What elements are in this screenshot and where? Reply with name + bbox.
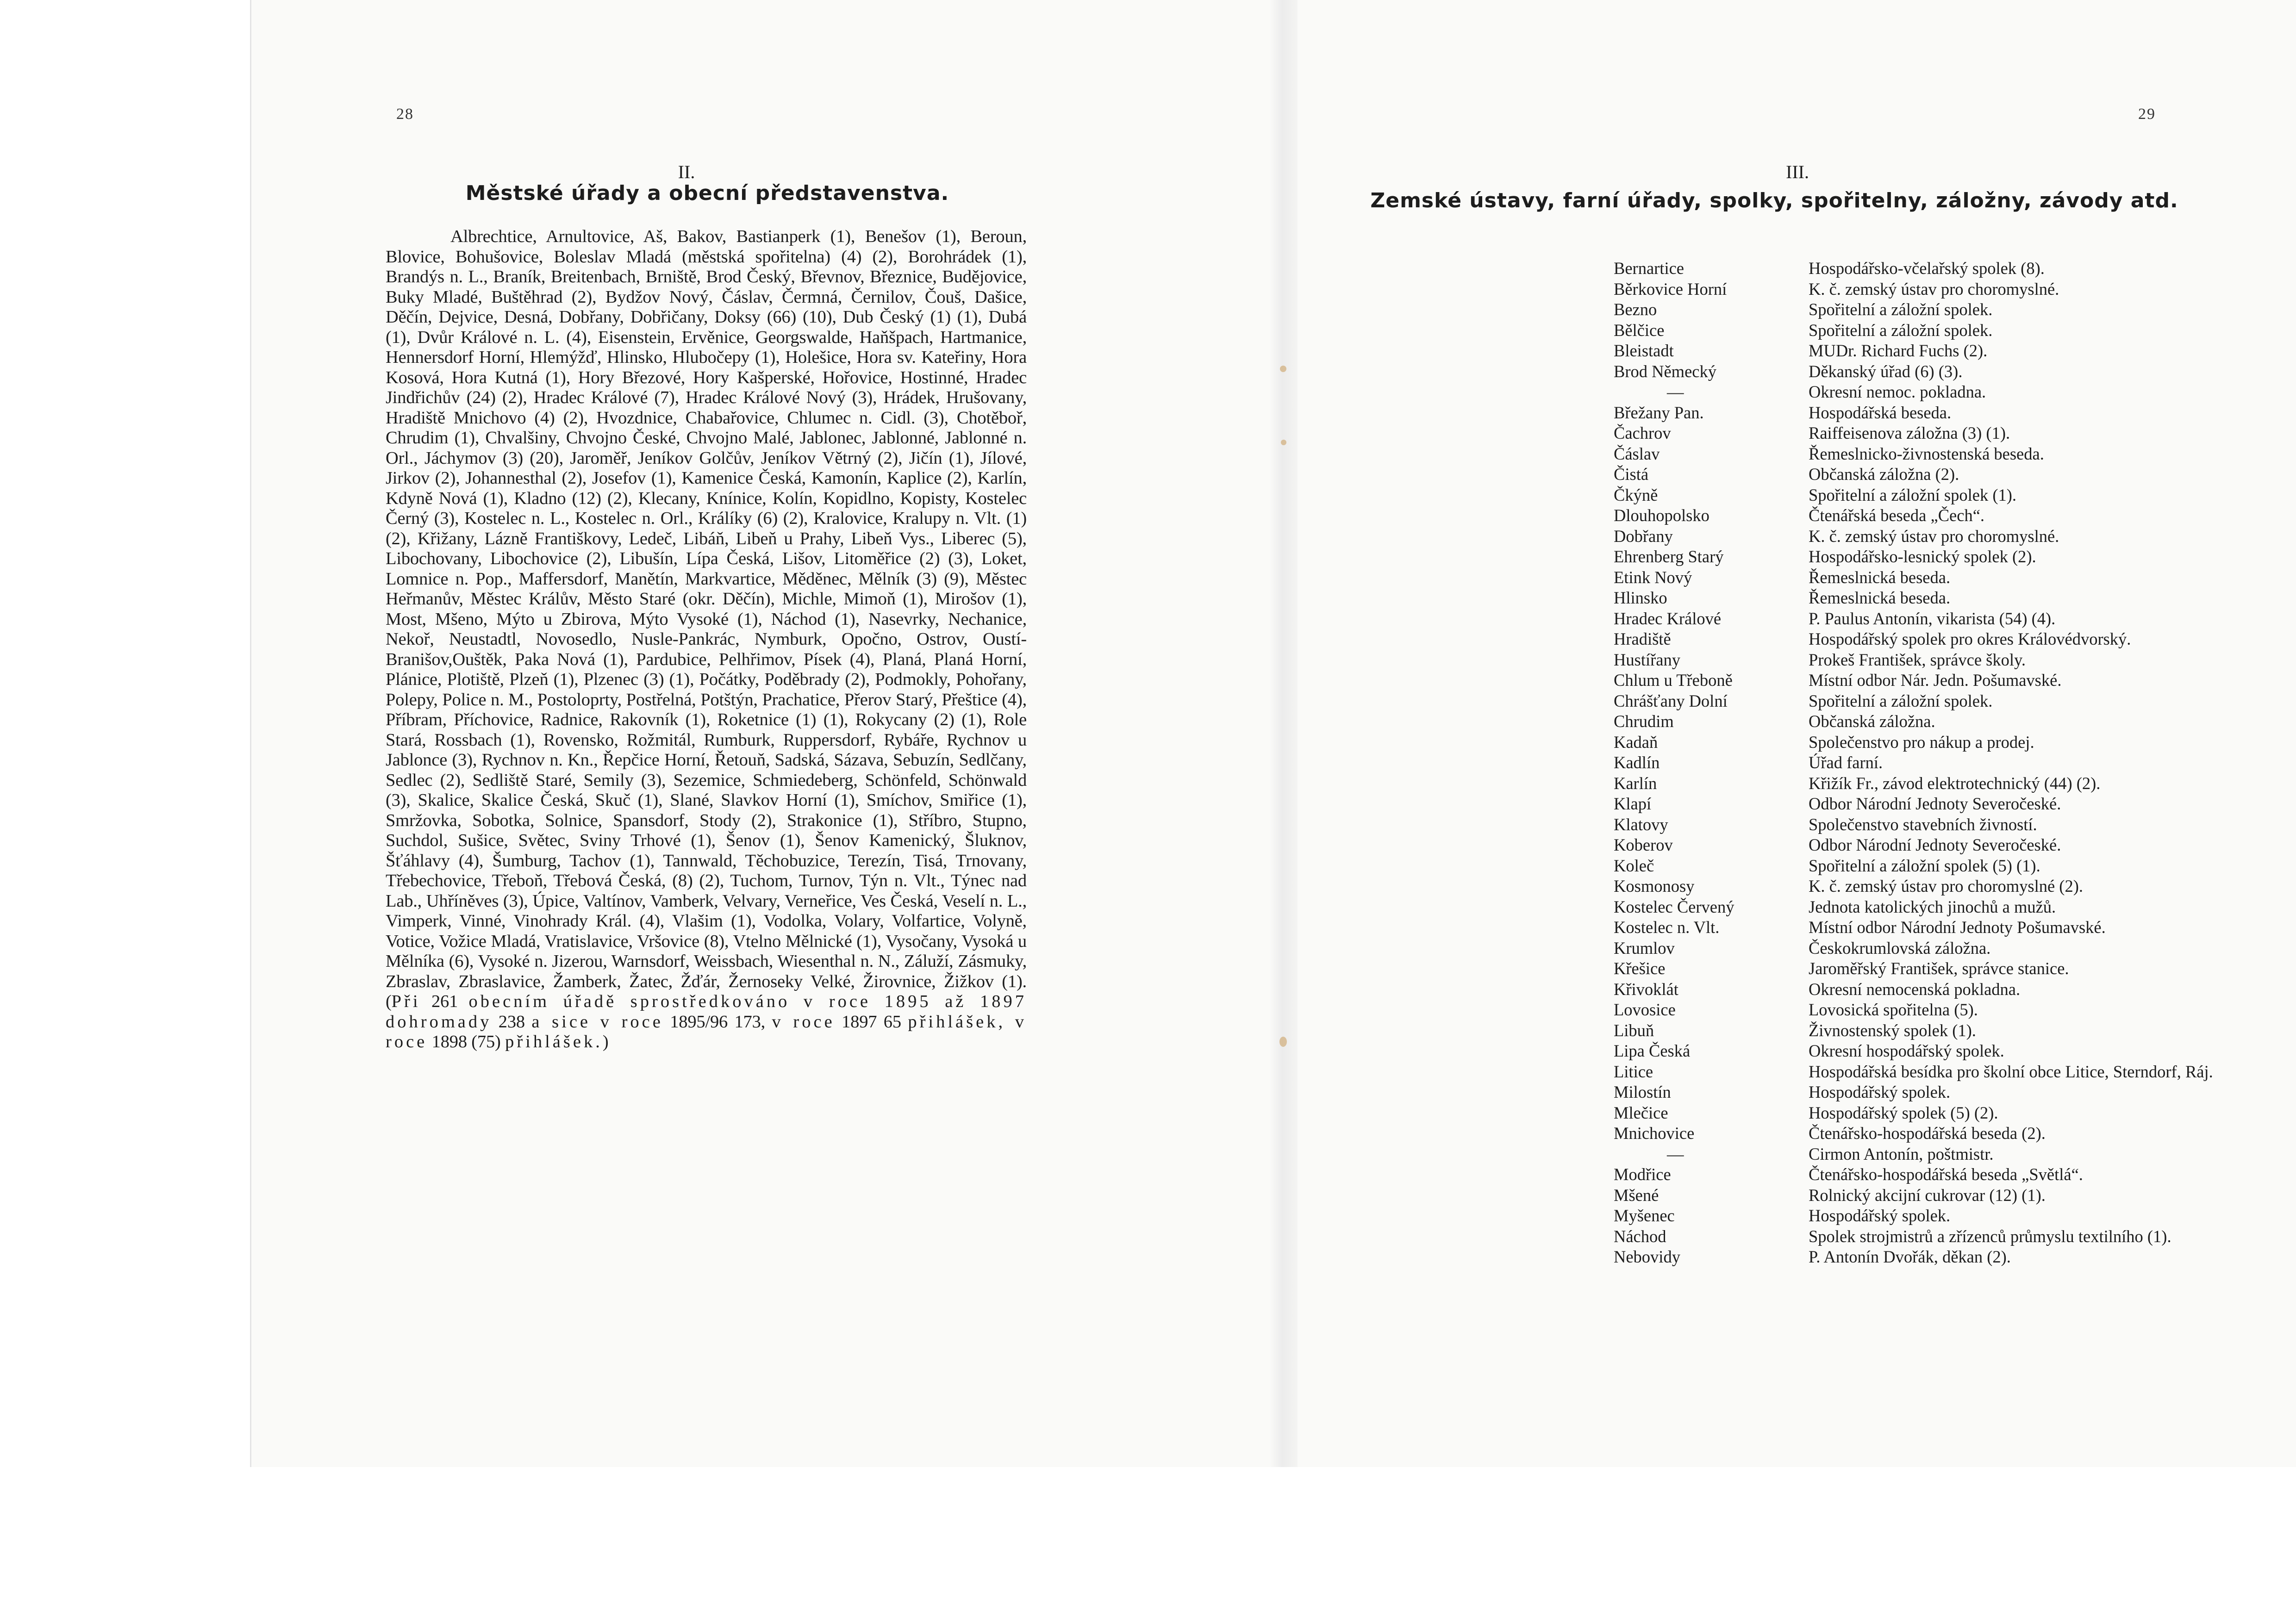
directory-place: Hradiště <box>1614 629 1671 648</box>
directory-institution: Spolek strojmistrů a zřízenců průmyslu textilního (1). <box>1809 1226 2171 1246</box>
directory-row <box>1614 1082 2294 1103</box>
section-title-right: Zemské ústavy, farní úřady, spolky, spořitelny, záložny, závody atd. <box>1370 189 2178 212</box>
directory-place: Náchod <box>1614 1226 1666 1246</box>
directory-institution: MUDr. Richard Fuchs (2). <box>1809 341 1988 360</box>
directory-row <box>1614 403 2294 423</box>
directory-row <box>1614 1062 2294 1082</box>
directory-place: Kostelec Červený <box>1614 897 1734 916</box>
directory-row <box>1614 526 2294 547</box>
directory-place: Klapí <box>1614 794 1652 813</box>
directory-place: Hradec Králové <box>1614 609 1722 628</box>
directory-institution: Českokrumlovská záložna. <box>1809 938 1991 958</box>
municipality-list <box>386 227 1027 1052</box>
directory-institution: Jaroměřský František, správce stanice. <box>1809 959 2069 978</box>
directory-place: Chlum u Třeboně <box>1614 671 1733 690</box>
directory-row <box>1614 258 2294 279</box>
directory-row <box>1614 752 2294 773</box>
directory-place: Mlečice <box>1614 1103 1668 1122</box>
directory-institution: Křižík Fr., závod elektrotechnický (44) (2). <box>1809 773 2101 793</box>
directory-institution: Hospodářský spolek pro okres Královédvorský. <box>1809 629 2131 648</box>
directory-institution: Odbor Národní Jednoty Severočeské. <box>1809 794 2061 813</box>
directory-place: Etink Nový <box>1614 567 1692 587</box>
directory-row <box>1614 1041 2294 1062</box>
directory-place: Modřice <box>1614 1165 1671 1184</box>
directory-institution: Spořitelní a záložní spolek. <box>1809 320 1993 340</box>
directory-row <box>1614 1103 2294 1124</box>
directory-row <box>1614 299 2294 320</box>
directory-institution: Spořitelní a záložní spolek. <box>1809 691 1993 710</box>
paper-stain <box>1280 366 1286 372</box>
directory-place: Čáslav <box>1614 444 1660 463</box>
directory-institution: Občanská záložna (2). <box>1809 465 1959 484</box>
directory-place: Běrkovice Horní <box>1614 279 1727 298</box>
directory-place: Litice <box>1614 1062 1653 1081</box>
directory-institution: Občanská záložna. <box>1809 712 1935 731</box>
directory-row <box>1614 341 2294 361</box>
directory-place: Ehrenberg Starý <box>1614 547 1724 566</box>
directory-institution: Řemeslnická beseda. <box>1809 567 1951 587</box>
directory-institution: Děkanský úřad (6) (3). <box>1809 361 1963 381</box>
paper-stain <box>1279 1037 1287 1047</box>
page-number-right: 29 <box>2138 106 2156 123</box>
directory-institution: Řemeslnicko-živnostenská beseda. <box>1809 444 2044 463</box>
directory-institution: Hospodářsko-lesnický spolek (2). <box>1809 547 2036 566</box>
directory-institution: Místní odbor Nár. Jedn. Pošumavské. <box>1809 671 2062 690</box>
directory-institution: Hospodářsko-včelařský spolek (8). <box>1809 259 2045 278</box>
directory-place: Koleč <box>1614 856 1654 875</box>
right-page <box>1298 0 2296 1467</box>
directory-row <box>1614 444 2294 465</box>
directory-row <box>1614 588 2294 609</box>
directory-row <box>1614 485 2294 506</box>
directory-place: Bezno <box>1614 300 1657 319</box>
directory-institution: Společenstvo pro nákup a prodej. <box>1809 732 2034 752</box>
directory-place: Křivoklát <box>1614 979 1678 999</box>
directory-place: — <box>1667 1144 1684 1163</box>
directory-place: Klatovy <box>1614 815 1668 834</box>
directory-institution: Úřad farní. <box>1809 753 1883 772</box>
directory-institution: Hospodářský spolek. <box>1809 1082 1951 1101</box>
directory-row <box>1614 505 2294 526</box>
directory-row <box>1614 711 2294 732</box>
directory-place: Kadlín <box>1614 753 1660 772</box>
directory-place: — <box>1667 382 1684 401</box>
directory-row <box>1614 1247 2294 1268</box>
directory-place: Mnichovice <box>1614 1124 1695 1143</box>
directory-row <box>1614 856 2294 877</box>
directory-place: Čachrov <box>1614 423 1671 442</box>
page-number-left: 28 <box>396 106 414 123</box>
directory-place: Hlinsko <box>1614 588 1667 607</box>
directory-institution: Spořitelní a záložní spolek (1). <box>1809 485 2017 504</box>
summary-note: (Při 261 obecním úřadě sprostředkováno v roce 1895 až 1897 dohromady 238 a sice v roce 1895/96 173, v roce 1897 65 přihlášek, v roce 1898 (75) přihlášek.) <box>386 992 1027 1051</box>
directory-institution: P. Paulus Antonín, vikarista (54) (4). <box>1809 609 2056 628</box>
directory-institution: Jednota katolických jinochů a mužů. <box>1809 897 2056 916</box>
directory-place: Mšené <box>1614 1185 1659 1205</box>
directory-place: Nebovidy <box>1614 1247 1680 1266</box>
directory-row <box>1614 958 2294 979</box>
directory-institution: Společenstvo stavebních živností. <box>1809 815 2037 834</box>
municipality-text: Albrechtice, Arnultovice, Aš, Bakov, Bastianperk (1), Benešov (1), Beroun, Blovice, Bohušovice, Boleslav Mladá (městská spořitelna) (4) (2), Borohrádek (1), Brandýs n. L., Braník, Breitenbach, Brniště, Brod Český, Břevnov, Březnice, Budějovice, Buky Mladé, Buštěhrad (2), Bydžov Nový, Čáslav, Čermná, Černilov, Čouš, Dašice, Děčín, Dejvice, Desná, Dobřany, Dobřičany, Doksy (66) (10), Dub Český (1) (1), Dubá (1), Dvůr Králové n. L. (4), Eisenstein, Ervěnice, Georgswalde, Haňšpach, Hartmanice, Hennersdorf Horní, Hlemýžď, Hlinsko, Hlubočepy (1), Holešice, Hora sv. Kateřiny, Hora Kosová, Hora Kutná (1), Hory Březové, Hory Kašperské, Hořovice, Hostinné, Hradec Jindřichův (24) (2), Hradec Králové (7), Hradec Králové Nový (3), Hrádek, Hrušovany, Hradiště Mnichovo (4) (2), Hvozdnice, Chabařovice, Chlumec n. Cidl. (3), Chotěboř, Chrudim (1), Chvalšiny, Chvojno České, Chvojno Malé, Jablonec, Jablonné, Jablonné n. Orl., Jáchymov (3) (20), Jaroměř, Jeníkov Golčův, Jeníkov Větrný (2), Jičín (1), Jílové, Jirkov (2), Johannesthal (2), Josefov (1), Kamenice Česká, Kamonín, Kaplice (2), Karlín, Kdyně Nová (1), Kladno (12) (2), Klecany, Knínice, Kolín, Kopidlno, Kopisty, Kostelec Černý (3), Kostelec n. L., Kostelec n. Orl., Králíky (6) (2), Kralovice, Kralupy n. Vlt. (1) (2), Křižany, Lázně Františkovy, Ledeč, Libáň, Libeň u Prahy, Libeň Vys., Liberec (5), Libochovany, Libochovice (2), Libušín, Lípa Česká, Lišov, Litoměřice (2) (3), Loket, Lomnice n. Pop., Maffersdorf, Manětín, Markvartice, Měděnec, Mělník (3) (9), Městec Heřmanův, Městec Králův, Město Staré (okr. Děčín), Michle, Mimoň (1), Mirošov (1), Most, Mšeno, Mýto u Zbirova, Mýto Vysoké (1), Náchod (1), Nasevrky, Nechanice, Nekoř, Neustadtl, Novosedlo, Nusle-Pankrác, Nymburk, Opočno, Ostrov, Oustí-Branišov,Ouštěk, Paka Nová (1), Pardubice, Pelhřimov, Písek (4), Planá, Planá Horní, Plánice, Plotiště, Plzeň (1), Plzenec (3) (1), Počátky, Poděbrady (2), Podmokly, Pohořany, Polepy, Police n. M., Postoloprty, Postřelná, Potštýn, Prachatice, Přerov Starý, Přeštice (4), Příbram, Příchovice, Radnice, Rakovník (1), Roketnice (1) (1), Rokycany (2) (1), Role Stará, Rossbach (1), Rovensko, Rožmitál, Rumburk, Ruppersdorf, Rybáře, Rychnov u Jablonce (3), Rychnov n. Kn., Řepčice Horní, Řetouň, Sadská, Sázava, Sebuzín, Sedlčany, Sedlec (2), Sedliště Staré, Semily (3), Sezemice, Schmiedeberg, Schönfeld, Schönwald (3), Skalice, Skalice Česká, Skuč (1), Slané, Slavkov Horní (1), Smíchov, Smiřice (1), Smržovka, Sobotka, Solnice, Spansdorf, Stody (2), Strakonice (1), Stříbro, Stupno, Suchdol, Sušice, Světec, Sviny Trhové (1), Šenov (1), Šenov Kamenický, Šluknov, Šťáhlavy (4), Šumburg, Tachov (1), Tannwald, Těchobuzice, Terezín, Tisá, Trnovany, Třebechovice, Třeboň, Třebová Česká, (8) (2), Tuchom, Turnov, Týn n. Vlt., Týnec nad Lab., Uhříněves (3), Úpice, Valtínov, Vamberk, Velvary, Verneřice, Ves Česká, Veselí n. L., Vimperk, Vinné, Vinohrady Král. (4), Vlašim (1), Vodolka, Volary, Volfartice, Volyně, Votice, Vožice Mladá, Vratislavice, Vršovice (8), Vtelno Mělnické (1), Vysočany, Vysoká u Mělníka (6), Vysoké n. Jizerou, Warnsdorf, Weissbach, Wiesenthal n. N., Záluží, Zásmuky, Zbraslav, Zbraslavice, Žamberk, Žatec, Žďár, Žernoseky Velké, Žirovnice, Žižkov (1). <box>386 227 1027 991</box>
directory-row <box>1614 1226 2294 1247</box>
directory-place: Dlouhopolsko <box>1614 506 1710 525</box>
book-spread <box>250 0 2296 1467</box>
directory-row <box>1614 876 2294 897</box>
directory-place: Lovosice <box>1614 1000 1676 1019</box>
directory-row <box>1614 773 2294 794</box>
directory-row <box>1614 1185 2294 1206</box>
directory-place: Břežany Pan. <box>1614 403 1704 422</box>
directory-row <box>1614 629 2294 650</box>
directory-place: Kosmonosy <box>1614 877 1695 895</box>
directory-institution: Prokeš František, správce školy. <box>1809 650 2026 669</box>
directory-institution: Lovosická spořitelna (5). <box>1809 1000 1978 1019</box>
directory-institution: Rolnický akcijní cukrovar (12) (1). <box>1809 1185 2046 1205</box>
directory-institution: Hospodářský spolek (5) (2). <box>1809 1103 1998 1122</box>
directory-institution: K. č. zemský ústav pro choromyslné. <box>1809 526 2059 546</box>
directory-row <box>1614 1206 2294 1226</box>
directory-row <box>1614 670 2294 691</box>
directory-place: Kadaň <box>1614 732 1658 752</box>
directory-institution: Hospodářská beseda. <box>1809 403 1952 422</box>
directory-place: Dobřany <box>1614 526 1673 546</box>
directory-row <box>1614 938 2294 959</box>
directory-institution: Odbor Národní Jednoty Severočeské. <box>1809 835 2061 854</box>
directory-row <box>1614 732 2294 753</box>
directory-row <box>1614 1000 2294 1020</box>
directory-institution: Čtenářsko-hospodářská beseda „Světlá“. <box>1809 1165 2083 1184</box>
left-page <box>251 0 1270 1467</box>
directory-place: Bělčice <box>1614 320 1665 340</box>
directory-place: Křešice <box>1614 959 1666 978</box>
directory-institution: Spořitelní a záložní spolek (5) (1). <box>1809 856 2040 875</box>
directory-institution: Cirmon Antonín, poštmistr. <box>1809 1144 1994 1163</box>
directory-place: Bernartice <box>1614 259 1684 278</box>
directory-row <box>1614 979 2294 1000</box>
directory-place: Čistá <box>1614 465 1649 484</box>
directory-place: Krumlov <box>1614 938 1675 958</box>
directory-row <box>1614 279 2294 300</box>
directory-row <box>1614 547 2294 567</box>
directory-place: Čkýně <box>1614 485 1658 504</box>
directory-row <box>1614 1144 2294 1165</box>
directory-institution: Raiffeisenova záložna (3) (1). <box>1809 423 2010 442</box>
directory-place: Bleistadt <box>1614 341 1674 360</box>
section-number-right: III. <box>1786 162 1809 182</box>
directory-institution: Místní odbor Národní Jednoty Pošumavské. <box>1809 918 2106 937</box>
directory-row <box>1614 320 2294 341</box>
directory-place: Myšenec <box>1614 1206 1675 1225</box>
directory-place: Chrášťany Dolní <box>1614 691 1728 710</box>
directory-row <box>1614 835 2294 856</box>
directory-institution: Řemeslnická beseda. <box>1809 588 1951 607</box>
directory-row <box>1614 1020 2294 1041</box>
directory-institution: Živnostenský spolek (1). <box>1809 1020 1976 1040</box>
directory-row <box>1614 897 2294 918</box>
directory-institution: Čtenářská beseda „Čech“. <box>1809 506 1985 525</box>
directory-place: Libuň <box>1614 1020 1654 1040</box>
directory-institution: Čtenářsko-hospodářská beseda (2). <box>1809 1124 2046 1143</box>
book-gutter <box>1270 0 1298 1467</box>
directory-row <box>1614 567 2294 588</box>
directory-place: Kostelec n. Vlt. <box>1614 918 1720 937</box>
directory-row <box>1614 382 2294 403</box>
directory-row <box>1614 1164 2294 1185</box>
directory-institution: Okresní hospodářský spolek. <box>1809 1041 2004 1060</box>
directory-row <box>1614 361 2294 382</box>
directory-row <box>1614 650 2294 671</box>
directory-place: Lipa Česká <box>1614 1041 1691 1060</box>
directory-institution: Okresní nemocenská pokladna. <box>1809 979 2021 999</box>
directory-place: Koberov <box>1614 835 1673 854</box>
directory-place: Hustířany <box>1614 650 1680 669</box>
directory-place: Milostín <box>1614 1082 1671 1101</box>
section-number-left: II. <box>678 162 695 182</box>
directory-institution: Okresní nemoc. pokladna. <box>1809 382 1986 401</box>
directory-row <box>1614 691 2294 712</box>
directory-place: Karlín <box>1614 773 1657 793</box>
directory-institution: P. Antonín Dvořák, děkan (2). <box>1809 1247 2011 1266</box>
directory-place: Chrudim <box>1614 712 1674 731</box>
directory-row <box>1614 815 2294 835</box>
directory-row <box>1614 464 2294 485</box>
directory-institution: Spořitelní a záložní spolek. <box>1809 300 1993 319</box>
directory-row <box>1614 794 2294 815</box>
section-title-left: Městské úřady a obecní představenstva. <box>465 181 949 205</box>
directory-row <box>1614 1123 2294 1144</box>
directory-row <box>1614 609 2294 629</box>
directory-row <box>1614 423 2294 444</box>
institution-directory <box>1614 258 2294 1268</box>
directory-institution: Hospodářský spolek. <box>1809 1206 1951 1225</box>
directory-place: Brod Německý <box>1614 361 1716 381</box>
directory-institution: K. č. zemský ústav pro choromyslné. <box>1809 279 2059 298</box>
paper-stain <box>1281 440 1286 445</box>
directory-institution: Hospodářská besídka pro školní obce Litice, Sterndorf, Ráj. <box>1809 1062 2213 1081</box>
directory-institution: K. č. zemský ústav pro choromyslné (2). <box>1809 877 2083 895</box>
directory-row <box>1614 917 2294 938</box>
